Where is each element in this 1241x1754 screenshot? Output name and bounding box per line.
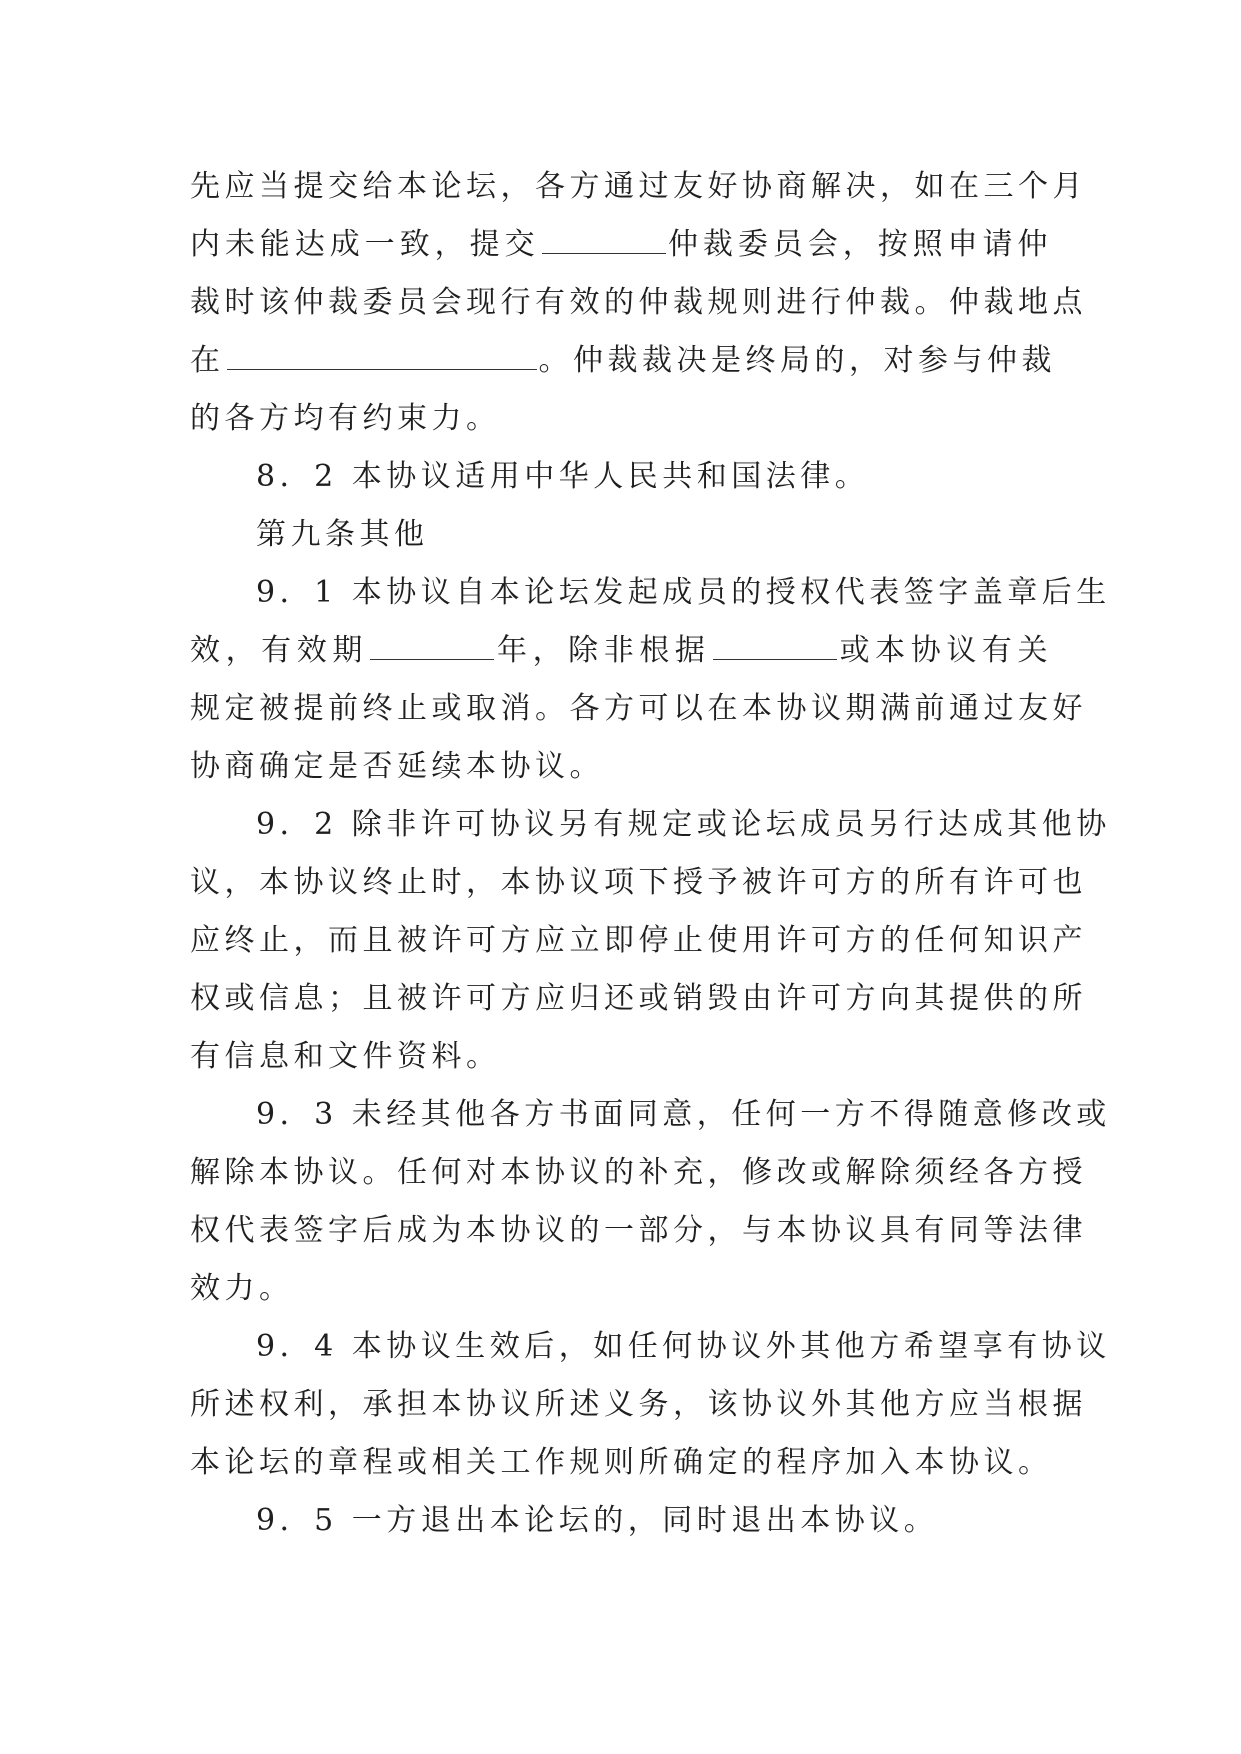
- blank-field: [370, 627, 494, 660]
- text-segment: 规定被提前终止或取消。各方可以在本协议期满前通过友好: [190, 691, 1087, 726]
- text-segment: 。仲裁裁决是终局的，对参与仲裁: [538, 343, 1056, 378]
- text-segment: 权代表签字后成为本协议的一部分，与本协议具有同等法律: [190, 1213, 1087, 1248]
- text-segment: 效，有效期: [190, 633, 368, 668]
- text-line: [190, 1202, 1087, 1260]
- text-segment: 应终止，而且被许可方应立即停止使用许可方的任何知识产: [190, 923, 1087, 958]
- document-page: [190, 158, 1111, 1550]
- text-segment: 年，除非根据: [495, 633, 711, 668]
- text-line: [190, 274, 1087, 332]
- clause-9-1: [190, 564, 1111, 622]
- text-segment: 的各方均有约束力。: [190, 401, 501, 436]
- text-line: [190, 390, 1052, 448]
- text-segment: 协商确定是否延续本协议。: [190, 749, 604, 784]
- text-line: [190, 1376, 1087, 1434]
- text-segment: 效力。: [190, 1271, 294, 1306]
- text-segment: 权或信息；且被许可方应归还或销毁由许可方向其提供的所: [190, 981, 1087, 1016]
- text-segment: 8．2 本协议适用中华人民共和国法律。: [256, 459, 870, 494]
- blank-field: [713, 627, 837, 660]
- clause-9-3: [190, 1086, 1111, 1144]
- text-line: [190, 332, 1056, 390]
- blank-field: [542, 221, 666, 254]
- text-line: [190, 970, 1087, 1028]
- text-segment: 9．5 一方退出本论坛的，同时退出本协议。: [256, 1503, 939, 1538]
- text-segment: 仲裁委员会，按照申请仲: [667, 227, 1053, 262]
- text-segment: 所述权利，承担本协议所述义务，该协议外其他方应当根据: [190, 1387, 1087, 1422]
- text-segment: 解除本协议。任何对本协议的补充，修改或解除须经各方授: [190, 1155, 1087, 1190]
- text-line: [190, 738, 1052, 796]
- clause-9-5: [190, 1492, 1052, 1550]
- clause-9-4: [190, 1318, 1111, 1376]
- clause-9-2: [190, 796, 1111, 854]
- text-segment: 第九条其他: [256, 517, 429, 552]
- text-segment: 或本协议有关: [838, 633, 1053, 668]
- text-segment: 有信息和文件资料。: [190, 1039, 501, 1074]
- text-line: [190, 1434, 1052, 1492]
- text-segment: 9．4 本协议生效后，如任何协议外其他方希望享有协议: [256, 1329, 1111, 1364]
- text-segment: 本论坛的章程或相关工作规则所确定的程序加入本协议。: [190, 1445, 1053, 1480]
- text-segment: 在: [190, 343, 225, 378]
- text-line: [190, 1260, 1052, 1318]
- text-segment: 9．2 除非许可协议另有规定或论坛成员另行达成其他协: [256, 807, 1111, 842]
- text-segment: 裁时该仲裁委员会现行有效的仲裁规则进行仲裁。仲裁地点: [190, 285, 1087, 320]
- text-line: [190, 622, 1052, 680]
- text-segment: 内未能达成一致，提交: [190, 227, 540, 262]
- text-line: [190, 1028, 1052, 1086]
- clause-8-2: [190, 448, 1052, 506]
- text-line: [190, 912, 1087, 970]
- text-line: [190, 216, 1052, 274]
- text-line: [190, 680, 1087, 738]
- text-segment: 9．1 本协议自本论坛发起成员的授权代表签字盖章后生: [256, 575, 1111, 610]
- text-line: [190, 1144, 1087, 1202]
- text-segment: 9．3 未经其他各方书面同意，任何一方不得随意修改或: [256, 1097, 1111, 1132]
- text-segment: 议，本协议终止时，本协议项下授予被许可方的所有许可也: [190, 865, 1087, 900]
- blank-field: [227, 337, 537, 370]
- section-heading: [190, 506, 1052, 564]
- text-line: [190, 158, 1087, 216]
- text-line: [190, 854, 1087, 912]
- text-segment: 先应当提交给本论坛，各方通过友好协商解决，如在三个月: [190, 169, 1087, 204]
